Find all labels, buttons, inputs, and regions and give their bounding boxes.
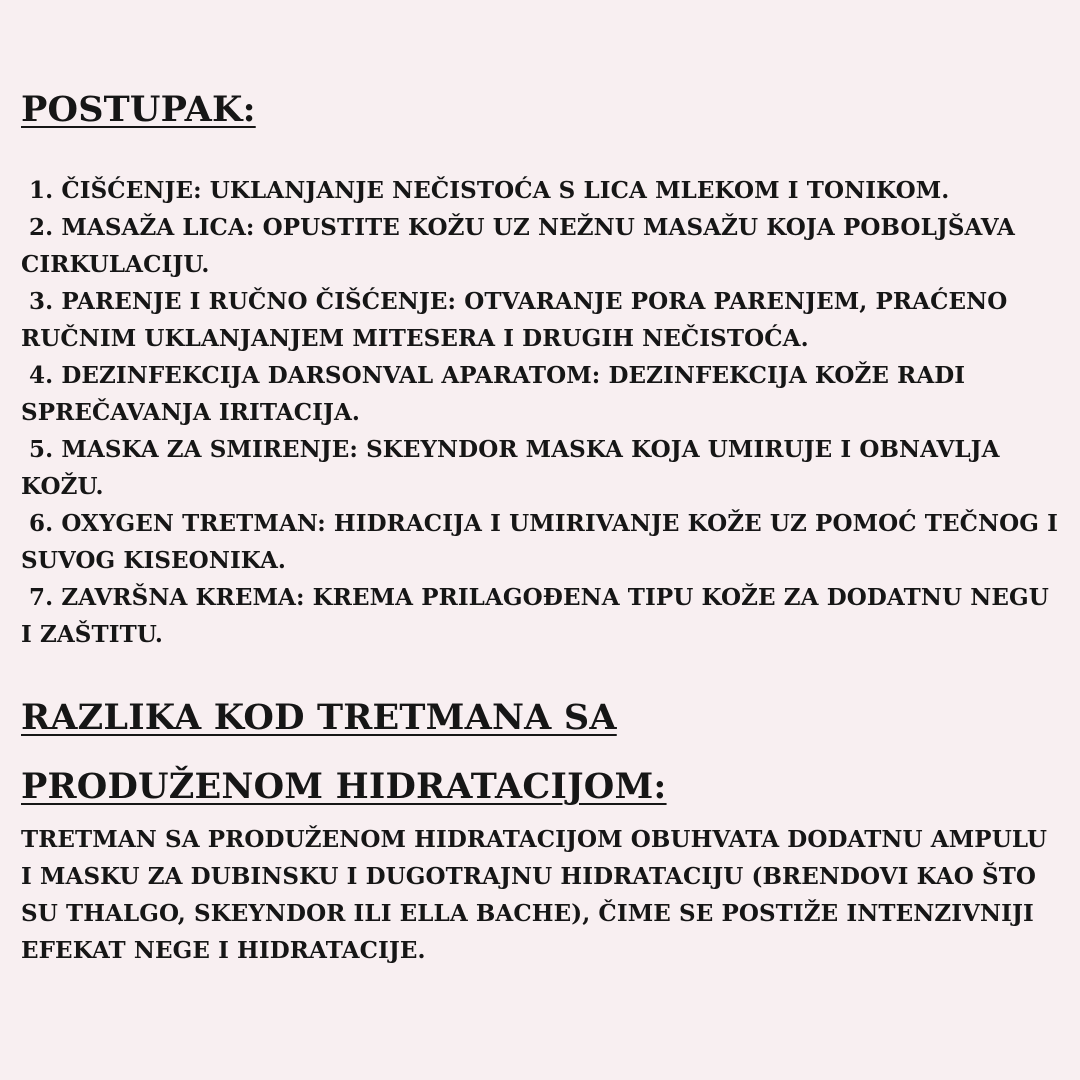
step-number: 4. — [29, 362, 54, 389]
procedure-step — [21, 431, 1061, 505]
step-text: ČIŠĆENJE: UKLANJANJE NEČISTOĆA S LICA MLEKOM I TONIKOM. — [61, 177, 950, 204]
procedure-step — [21, 209, 1061, 283]
difference-heading: RAZLIKA KOD TRETMANA SA PRODUŽENOM HIDRATACIJOM: — [21, 697, 667, 807]
step-text: MASKA ZA SMIRENJE: SKEYNDOR MASKA KOJA UMIRUJE I OBNAVLJA KOŽU. — [21, 436, 1000, 500]
procedure-steps-list — [21, 172, 1061, 653]
procedure-step — [21, 505, 1061, 579]
step-number: 5. — [29, 436, 54, 463]
procedure-step — [21, 579, 1061, 653]
procedure-step — [21, 283, 1061, 357]
step-number: 3. — [29, 288, 54, 315]
procedure-heading: POSTUPAK: — [21, 89, 256, 130]
step-text: ZAVRŠNA KREMA: KREMA PRILAGOĐENA TIPU KOŽE ZA DODATNU NEGU I ZAŠTITU. — [21, 584, 1049, 648]
difference-paragraph: TRETMAN SA PRODUŽENOM HIDRATACIJOM OBUHVATA DODATNU AMPULU I MASKU ZA DUBINSKU I DUGOTRAJNU HIDRATACIJU (BRENDOVI KAO ŠTO SU THALGO, SKEYNDOR ILI ELLA BACHE), ČIME SE POSTIŽE INTENZIVNIJI EFEKAT NEGE I HIDRATACIJE. — [21, 826, 1048, 964]
step-text: DEZINFEKCIJA DARSONVAL APARATOM: DEZINFEKCIJA KOŽE RADI SPREČAVANJA IRITACIJA. — [21, 362, 966, 426]
procedure-step — [21, 172, 1061, 209]
step-number: 6. — [29, 510, 54, 537]
step-number: 7. — [29, 584, 54, 611]
step-number: 1. — [29, 177, 54, 204]
step-text: OXYGEN TRETMAN: HIDRACIJA I UMIRIVANJE KOŽE UZ POMOĆ TEČNOG I SUVOG KISEONIKA. — [21, 510, 1059, 574]
procedure-step — [21, 357, 1061, 431]
step-text: MASAŽA LICA: OPUSTITE KOŽU UZ NEŽNU MASAŽU KOJA POBOLJŠAVA CIRKULACIJU. — [21, 214, 1015, 278]
step-text: PARENJE I RUČNO ČIŠĆENJE: OTVARANJE PORA PARENJEM, PRAĆENO RUČNIM UKLANJANJEM MITESERA I DRUGIH NEČISTOĆA. — [21, 288, 1008, 352]
step-number: 2. — [29, 214, 54, 241]
document — [21, 82, 1061, 969]
